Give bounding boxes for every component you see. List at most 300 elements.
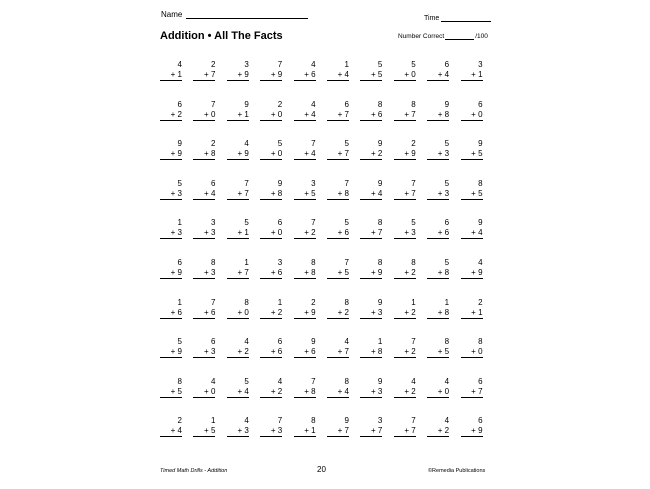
addition-problem	[193, 337, 215, 377]
addend-top: 4	[444, 376, 450, 386]
addend-bottom: + 8	[327, 189, 349, 200]
problem-grid	[160, 60, 494, 456]
addition-problem	[260, 60, 282, 100]
addend-bottom: + 4	[294, 110, 316, 121]
addition-problem	[294, 179, 316, 219]
addition-problem	[260, 258, 282, 298]
addition-problem	[461, 139, 483, 179]
addition-problem	[227, 100, 249, 140]
footer-publisher: ©Remedia Publications	[428, 468, 486, 474]
addend-top: 1	[444, 297, 450, 307]
addend-bottom: + 9	[160, 347, 182, 358]
addition-problem	[461, 416, 483, 456]
addend-top: 4	[244, 416, 249, 426]
addition-problem	[260, 100, 282, 140]
addend-top: 4	[411, 376, 416, 386]
addend-top: 2	[411, 139, 416, 149]
name-blank-line	[186, 9, 308, 19]
addend-top: 2	[210, 60, 216, 69]
addend-top: 7	[344, 178, 349, 188]
addend-bottom: + 5	[427, 347, 449, 358]
addend-top: 4	[177, 60, 182, 69]
addend-bottom: + 2	[360, 149, 382, 160]
addend-top: 4	[244, 139, 249, 149]
addend-bottom: + 0	[461, 110, 483, 121]
addition-problem	[160, 258, 182, 298]
addend-top: 8	[444, 337, 450, 347]
addition-problem	[294, 60, 316, 100]
addend-top: 5	[411, 218, 416, 228]
addend-top: 6	[478, 416, 483, 426]
addend-bottom: + 5	[360, 70, 382, 81]
addition-problem	[360, 139, 382, 179]
addition-problem	[427, 60, 449, 100]
addition-problem	[227, 377, 249, 417]
addition-problem	[427, 218, 449, 258]
addend-bottom: + 6	[260, 347, 282, 358]
addition-problem	[394, 416, 416, 456]
addend-top: 9	[377, 376, 383, 386]
addend-top: 7	[311, 218, 316, 228]
addition-problem	[227, 179, 249, 219]
addend-top: 5	[177, 178, 182, 188]
addition-problem	[294, 139, 316, 179]
addend-top: 5	[377, 60, 383, 69]
addend-bottom: + 5	[327, 268, 349, 279]
addend-top: 2	[478, 297, 483, 307]
addition-problem	[193, 218, 215, 258]
addition-problem	[227, 337, 249, 377]
addend-top: 8	[344, 376, 349, 386]
addition-problem	[394, 377, 416, 417]
addition-problem	[461, 337, 483, 377]
addition-problem	[294, 377, 316, 417]
addend-top: 7	[311, 376, 316, 386]
addend-top: 9	[377, 139, 383, 149]
addend-bottom: + 2	[160, 110, 182, 121]
addition-problem	[160, 60, 182, 100]
addend-bottom: + 6	[294, 347, 316, 358]
addend-top: 6	[177, 99, 182, 109]
addend-top: 8	[377, 99, 383, 109]
addend-top: 8	[244, 297, 249, 307]
addend-bottom: + 8	[260, 189, 282, 200]
addend-top: 9	[444, 99, 450, 109]
addend-top: 9	[377, 297, 383, 307]
addend-top: 6	[344, 99, 349, 109]
addend-bottom: + 8	[427, 268, 449, 279]
page-number: 20	[317, 465, 326, 474]
addend-top: 7	[411, 178, 416, 188]
addend-top: 9	[377, 178, 383, 188]
addend-bottom: + 7	[394, 189, 416, 200]
addend-top: 8	[478, 178, 483, 188]
addend-bottom: + 2	[260, 308, 282, 319]
addition-problem	[360, 416, 382, 456]
addend-top: 6	[444, 60, 450, 69]
addend-top: 5	[444, 139, 450, 149]
addition-problem	[260, 377, 282, 417]
addend-bottom: + 5	[160, 387, 182, 398]
addition-problem	[427, 337, 449, 377]
time-field	[424, 13, 491, 22]
addend-bottom: + 8	[427, 110, 449, 121]
addend-bottom: + 3	[227, 426, 249, 437]
addend-top: 8	[311, 416, 316, 426]
addend-top: 6	[444, 218, 450, 228]
addition-problem	[427, 258, 449, 298]
addend-bottom: + 6	[193, 308, 215, 319]
addend-top: 6	[210, 337, 216, 347]
addend-top: 3	[311, 178, 316, 188]
addition-problem	[227, 298, 249, 338]
addition-problem	[427, 377, 449, 417]
addition-problem	[360, 218, 382, 258]
addition-problem	[294, 100, 316, 140]
addend-bottom: + 8	[294, 268, 316, 279]
addition-problem	[461, 100, 483, 140]
addend-top: 1	[277, 297, 283, 307]
addition-problem	[193, 377, 215, 417]
addend-bottom: + 0	[260, 110, 282, 121]
addend-top: 6	[277, 337, 283, 347]
time-blank-line	[441, 13, 491, 22]
addend-top: 2	[210, 139, 216, 149]
addition-problem	[160, 337, 182, 377]
addend-top: 6	[210, 178, 216, 188]
addend-bottom: + 9	[160, 268, 182, 279]
addend-bottom: + 6	[360, 110, 382, 121]
addition-problem	[193, 179, 215, 219]
addition-problem	[394, 298, 416, 338]
number-correct-field	[398, 32, 488, 40]
addition-problem	[461, 298, 483, 338]
addend-bottom: + 9	[461, 268, 483, 279]
addition-problem	[327, 337, 349, 377]
addend-top: 9	[277, 178, 283, 188]
addition-problem	[327, 100, 349, 140]
addition-problem	[327, 60, 349, 100]
addend-bottom: + 0	[260, 149, 282, 160]
addend-top: 8	[377, 218, 383, 228]
addend-bottom: + 2	[327, 308, 349, 319]
name-label: Name	[161, 10, 183, 19]
addend-bottom: + 4	[227, 387, 249, 398]
addend-top: 9	[478, 218, 483, 228]
addend-top: 4	[478, 257, 483, 267]
addend-top: 7	[210, 99, 216, 109]
addend-bottom: + 9	[294, 308, 316, 319]
addition-problem	[427, 298, 449, 338]
addend-bottom: + 4	[193, 189, 215, 200]
addend-top: 5	[277, 139, 283, 149]
addend-top: 3	[244, 60, 249, 69]
addition-problem	[160, 298, 182, 338]
worksheet-title: Addition • All The Facts	[160, 30, 283, 42]
addend-top: 4	[210, 376, 216, 386]
addend-bottom: + 2	[394, 347, 416, 358]
addend-top: 7	[344, 257, 349, 267]
addend-top: 6	[478, 99, 483, 109]
addend-bottom: + 8	[427, 308, 449, 319]
addend-bottom: + 8	[360, 347, 382, 358]
addend-top: 9	[478, 139, 483, 149]
addend-top: 5	[411, 60, 416, 69]
addition-problem	[160, 377, 182, 417]
addend-top: 1	[377, 337, 383, 347]
addition-problem	[260, 218, 282, 258]
addition-problem	[193, 100, 215, 140]
addition-problem	[327, 416, 349, 456]
addend-top: 5	[344, 218, 349, 228]
addend-bottom: + 7	[227, 189, 249, 200]
addition-problem	[360, 100, 382, 140]
addend-bottom: + 4	[360, 189, 382, 200]
addend-bottom: + 6	[294, 70, 316, 81]
addend-bottom: + 7	[227, 268, 249, 279]
addend-bottom: + 7	[327, 110, 349, 121]
addend-top: 9	[177, 139, 182, 149]
addend-top: 9	[244, 99, 249, 109]
addend-bottom: + 0	[260, 228, 282, 239]
addend-top: 4	[277, 376, 283, 386]
addend-bottom: + 1	[461, 70, 483, 81]
addition-problem	[260, 416, 282, 456]
addend-bottom: + 6	[327, 228, 349, 239]
addition-problem	[227, 416, 249, 456]
addition-problem	[427, 139, 449, 179]
addition-problem	[193, 258, 215, 298]
addend-top: 7	[411, 337, 416, 347]
addend-top: 6	[177, 257, 182, 267]
addition-problem	[227, 60, 249, 100]
addend-bottom: + 1	[227, 110, 249, 121]
addend-bottom: + 8	[294, 387, 316, 398]
addition-problem	[193, 139, 215, 179]
addend-top: 5	[344, 139, 349, 149]
addend-bottom: + 1	[294, 426, 316, 437]
addend-top: 1	[210, 416, 216, 426]
addend-bottom: + 7	[461, 387, 483, 398]
addend-bottom: + 2	[394, 308, 416, 319]
addend-top: 5	[444, 178, 450, 188]
name-field	[161, 9, 308, 19]
addend-bottom: + 5	[461, 149, 483, 160]
addition-problem	[327, 298, 349, 338]
addend-bottom: + 3	[193, 347, 215, 358]
addition-problem	[394, 258, 416, 298]
addend-top: 1	[177, 297, 182, 307]
addend-bottom: + 0	[193, 387, 215, 398]
addend-bottom: + 2	[394, 387, 416, 398]
addend-top: 4	[311, 99, 316, 109]
addition-problem	[461, 377, 483, 417]
addend-bottom: + 6	[160, 308, 182, 319]
addition-problem	[327, 179, 349, 219]
addition-problem	[360, 60, 382, 100]
addend-top: 4	[244, 337, 249, 347]
addition-problem	[327, 139, 349, 179]
addend-bottom: + 6	[260, 268, 282, 279]
footer-series: Timed Math Drills - Addition	[160, 468, 228, 474]
addend-bottom: + 7	[394, 426, 416, 437]
addition-problem	[427, 100, 449, 140]
addend-bottom: + 7	[360, 228, 382, 239]
addend-bottom: + 2	[260, 387, 282, 398]
addend-bottom: + 2	[427, 426, 449, 437]
addend-top: 7	[244, 178, 249, 188]
addend-bottom: + 0	[461, 347, 483, 358]
addend-bottom: + 0	[427, 387, 449, 398]
addend-top: 7	[277, 416, 283, 426]
addition-problem	[294, 337, 316, 377]
addend-bottom: + 4	[327, 70, 349, 81]
addition-problem	[160, 100, 182, 140]
addend-bottom: + 4	[461, 228, 483, 239]
addend-bottom: + 3	[260, 426, 282, 437]
score-total: /100	[475, 33, 488, 40]
addition-problem	[461, 179, 483, 219]
addend-top: 5	[244, 218, 249, 228]
addend-bottom: + 3	[160, 228, 182, 239]
addend-bottom: + 4	[327, 387, 349, 398]
addend-bottom: + 1	[227, 228, 249, 239]
addition-problem	[360, 337, 382, 377]
addend-bottom: + 3	[193, 268, 215, 279]
addition-problem	[394, 337, 416, 377]
addend-top: 7	[210, 297, 216, 307]
addend-bottom: + 9	[360, 268, 382, 279]
addition-problem	[394, 179, 416, 219]
addition-problem	[327, 258, 349, 298]
addition-problem	[193, 416, 215, 456]
addend-top: 6	[478, 376, 483, 386]
addition-problem	[160, 416, 182, 456]
addend-bottom: + 6	[427, 228, 449, 239]
addition-problem	[394, 100, 416, 140]
addition-problem	[327, 377, 349, 417]
addend-top: 7	[411, 416, 416, 426]
addition-problem	[193, 60, 215, 100]
addend-bottom: + 9	[160, 149, 182, 160]
addition-problem	[193, 298, 215, 338]
addend-top: 4	[311, 60, 316, 69]
number-correct-label: Number Correct	[398, 33, 445, 40]
addend-bottom: + 5	[461, 189, 483, 200]
addend-top: 8	[377, 257, 383, 267]
addend-bottom: + 0	[394, 70, 416, 81]
addend-top: 5	[244, 376, 249, 386]
addend-bottom: + 9	[260, 70, 282, 81]
addition-problem	[360, 258, 382, 298]
addend-top: 4	[444, 416, 450, 426]
addend-top: 3	[277, 257, 283, 267]
addend-top: 2	[311, 297, 316, 307]
addition-problem	[461, 258, 483, 298]
addend-top: 3	[210, 218, 216, 228]
addend-bottom: + 4	[294, 149, 316, 160]
time-label: Time	[424, 15, 440, 22]
addend-bottom: + 3	[193, 228, 215, 239]
addition-problem	[461, 218, 483, 258]
addition-problem	[294, 258, 316, 298]
addend-top: 1	[244, 257, 249, 267]
addend-top: 9	[344, 416, 349, 426]
addend-bottom: + 2	[294, 228, 316, 239]
addend-bottom: + 3	[360, 387, 382, 398]
addition-problem	[294, 218, 316, 258]
addend-top: 2	[277, 99, 283, 109]
addend-bottom: + 1	[160, 70, 182, 81]
addend-top: 5	[177, 337, 182, 347]
addend-bottom: + 7	[327, 426, 349, 437]
addend-bottom: + 7	[394, 110, 416, 121]
addend-bottom: + 5	[193, 426, 215, 437]
addend-bottom: + 4	[427, 70, 449, 81]
addend-top: 8	[311, 257, 316, 267]
addend-bottom: + 9	[461, 426, 483, 437]
addend-bottom: + 3	[394, 228, 416, 239]
addend-top: 8	[210, 257, 216, 267]
addend-bottom: + 2	[227, 347, 249, 358]
addend-bottom: + 3	[360, 308, 382, 319]
addend-bottom: + 8	[193, 149, 215, 160]
addition-problem	[427, 179, 449, 219]
addition-problem	[360, 377, 382, 417]
addition-problem	[327, 218, 349, 258]
addend-top: 9	[311, 337, 316, 347]
score-blank-line	[445, 32, 474, 40]
addend-top: 1	[177, 218, 182, 228]
addend-bottom: + 2	[394, 268, 416, 279]
addition-problem	[394, 139, 416, 179]
addend-top: 6	[277, 218, 283, 228]
addend-top: 8	[411, 99, 416, 109]
addition-problem	[160, 179, 182, 219]
addend-top: 8	[478, 337, 483, 347]
addition-problem	[260, 139, 282, 179]
addend-bottom: + 7	[193, 70, 215, 81]
addition-problem	[294, 298, 316, 338]
addend-top: 7	[277, 60, 283, 69]
addition-problem	[394, 218, 416, 258]
addend-top: 5	[444, 257, 450, 267]
addition-problem	[227, 258, 249, 298]
addend-bottom: + 9	[227, 149, 249, 160]
addend-bottom: + 3	[160, 189, 182, 200]
addition-problem	[294, 416, 316, 456]
addition-problem	[360, 179, 382, 219]
addition-problem	[260, 337, 282, 377]
addition-problem	[260, 298, 282, 338]
addend-top: 1	[344, 60, 349, 69]
addition-problem	[160, 218, 182, 258]
addend-bottom: + 4	[160, 426, 182, 437]
addend-top: 8	[177, 376, 182, 386]
addend-bottom: + 3	[427, 189, 449, 200]
addend-top: 7	[311, 139, 316, 149]
addend-top: 3	[478, 60, 483, 69]
addend-bottom: + 9	[394, 149, 416, 160]
addition-problem	[360, 298, 382, 338]
addend-bottom: + 7	[327, 347, 349, 358]
addend-top: 4	[344, 337, 349, 347]
addition-problem	[227, 218, 249, 258]
addend-top: 8	[411, 257, 416, 267]
addend-bottom: + 0	[193, 110, 215, 121]
addend-bottom: + 7	[327, 149, 349, 160]
addend-bottom: + 7	[360, 426, 382, 437]
